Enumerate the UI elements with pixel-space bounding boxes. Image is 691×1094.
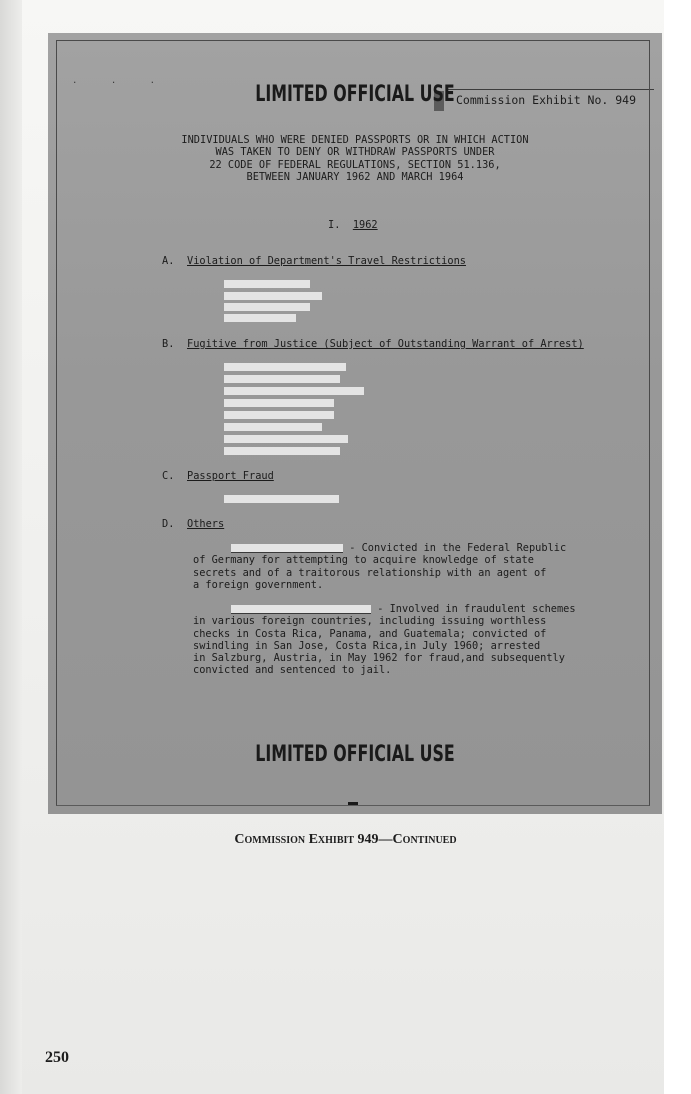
page-right-edge bbox=[664, 0, 691, 1094]
document-border bbox=[56, 40, 650, 806]
subsection-title: Others bbox=[187, 518, 225, 530]
entry-line: of Germany for attempting to acquire knowledge of state bbox=[193, 554, 534, 567]
subsection-letter: B. bbox=[162, 338, 175, 350]
section-numeral: I. bbox=[328, 219, 341, 231]
entry-line: swindling in San Jose, Costa Rica,in July 1960; arrested bbox=[193, 639, 541, 652]
entry-line: in Salzburg, Austria, in May 1962 for fraud,and subsequently bbox=[193, 652, 565, 665]
classification-marking-top: LIMITED OFFICIAL USE bbox=[255, 82, 455, 107]
subsection-title: Fugitive from Justice (Subject of Outstanding Warrant of Arrest) bbox=[187, 338, 584, 350]
binding-gutter bbox=[0, 0, 22, 1094]
subsection-title: Violation of Department's Travel Restrictions bbox=[187, 255, 466, 267]
heading-line: INDIVIDUALS WHO WERE DENIED PASSPORTS OR IN WHICH ACTION bbox=[181, 134, 529, 146]
entry-line: convicted and sentenced to jail. bbox=[193, 664, 392, 677]
subsection-title: Passport Fraud bbox=[187, 470, 274, 482]
entry-line: in various foreign countries, including issuing worthless bbox=[193, 615, 547, 628]
paper-specks: . . . bbox=[72, 76, 170, 86]
section-year: 1962 bbox=[352, 219, 378, 231]
entry-line: - Involved in fraudulent schemes bbox=[377, 603, 576, 615]
exhibit-caption: Commission Exhibit 949—Continued bbox=[234, 832, 457, 847]
heading-line: BETWEEN JANUARY 1962 AND MARCH 1964 bbox=[246, 170, 464, 183]
heading-line: 22 CODE OF FEDERAL REGULATIONS, SECTION 51.136, bbox=[209, 158, 501, 171]
subsection-letter: C. bbox=[162, 470, 175, 482]
entry-line: a foreign government. bbox=[193, 578, 324, 591]
entry-line: secrets and of a traitorous relationship with an agent of bbox=[193, 566, 547, 579]
subsection-letter: D. bbox=[162, 518, 175, 530]
entry-line: checks in Costa Rica, Panama, and Guatemala; convicted of bbox=[193, 627, 547, 640]
subsection-letter: A. bbox=[162, 255, 175, 267]
classification-marking-bottom: LIMITED OFFICIAL USE bbox=[255, 742, 455, 767]
heading-line: WAS TAKEN TO DENY OR WITHDRAW PASSPORTS UNDER bbox=[215, 146, 495, 159]
entry-line: - Convicted in the Federal Republic bbox=[349, 542, 567, 554]
exhibit-number-label: Commission Exhibit No. 949 bbox=[456, 93, 637, 107]
page-number: 250 bbox=[45, 1049, 69, 1066]
